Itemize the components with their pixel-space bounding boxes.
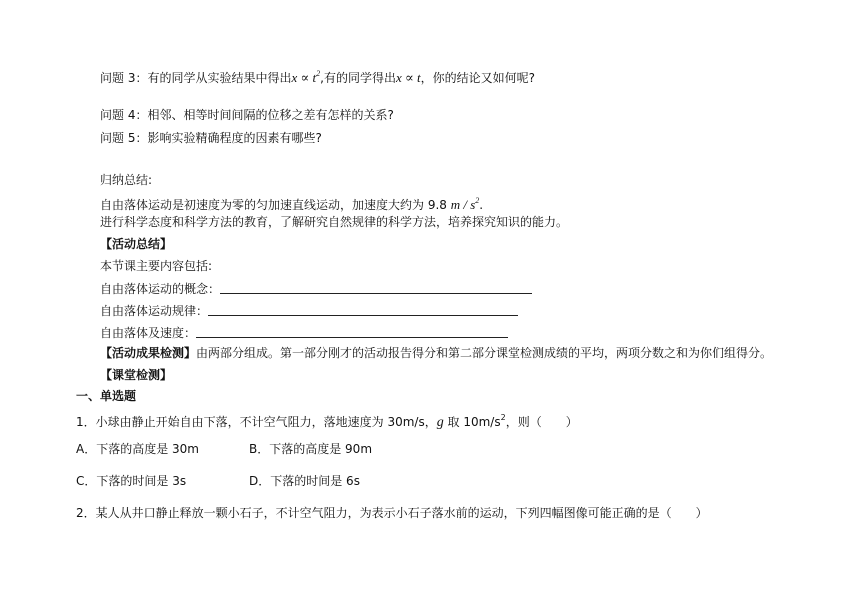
- class-test-heading: 【课堂检测】: [100, 368, 173, 382]
- question-3-text-3: ，你的结论又如何呢?: [420, 71, 536, 85]
- unit-m-per-s-squared: m / $s^2$: [450, 196, 480, 212]
- fill-law: 自由落体运动规律：: [100, 303, 518, 319]
- question-3: [100, 66, 535, 86]
- activity-summary-heading: 【活动总结】: [100, 237, 173, 251]
- test-question-2: 2．某人从井口静止释放一颗小石子，不计空气阻力，为表示小石子落水前的运动，下列四幅图像可能正确的是（ ）: [76, 506, 708, 520]
- test-question-1: 1．小球由静止开始自由下落，不计空气阻力，落地速度为 30m/s，g 取 $10m/s^2$，则（ ）: [76, 413, 578, 430]
- question-3-label: 问题 3：: [100, 71, 148, 85]
- question-4: 问题 4：相邻、相等时间间隔的位移之差有怎样的关系?: [100, 108, 394, 122]
- summary-line-2: 进行科学态度和科学方法的教育，了解研究自然规律的科学方法，培养探究知识的能力。: [100, 215, 569, 229]
- blank-line-law[interactable]: [208, 304, 518, 316]
- formula-x-prop-t: x ∝ t: [395, 70, 421, 85]
- question-3-text-2: ,有的同学得出: [320, 71, 396, 85]
- result-check: [100, 345, 772, 361]
- blank-line-concept[interactable]: [220, 282, 532, 294]
- option-d: D．下落的时间是 6s: [249, 474, 360, 488]
- summary-line-1: 自由落体运动是初速度为零的匀加速直线运动，加速度大约为 9.8 m / $s^2$.: [100, 196, 484, 212]
- blank-line-speed[interactable]: [196, 326, 508, 338]
- fill-speed: 自由落体及速度：: [100, 325, 508, 341]
- result-check-heading: 【活动成果检测】: [100, 346, 197, 360]
- option-c: C．下落的时间是 3s: [76, 474, 187, 488]
- summary-heading: 归纳总结:: [100, 173, 153, 187]
- question-3-text-1: 有的同学从实验结果中得出: [147, 71, 292, 85]
- question-5: 问题 5：影响实验精确程度的因素有哪些?: [100, 131, 322, 145]
- section-single-choice: 一、单选题: [76, 389, 137, 403]
- option-b: B．下落的高度是 90m: [249, 442, 373, 456]
- activity-summary-intro: 本节课主要内容包括:: [100, 259, 213, 273]
- symbol-g: g: [436, 415, 444, 430]
- fill-concept: 自由落体运动的概念：: [100, 281, 532, 297]
- result-check-text: 由两部分组成。第一部分刚才的活动报告得分和第二部分课堂检测成绩的平均，两项分数之和为你们组得分。: [196, 346, 773, 360]
- option-a: A．下落的高度是 30m: [76, 442, 199, 456]
- formula-x-prop-t-squared: $x \propto t^2$: [291, 69, 321, 85]
